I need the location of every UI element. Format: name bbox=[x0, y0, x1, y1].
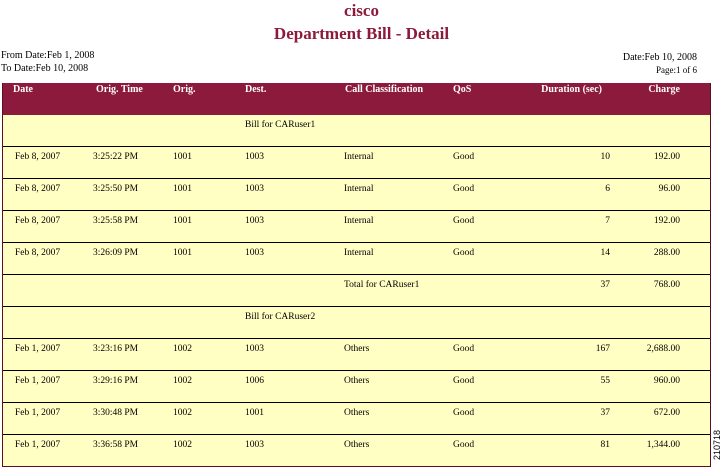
cell-orig-time: 3:23:16 PM bbox=[93, 344, 139, 354]
table-row bbox=[3, 402, 710, 434]
cell-orig: 1002 bbox=[173, 408, 192, 418]
cell-orig-time: 3:25:50 PM bbox=[93, 184, 139, 194]
cell-date: Feb 1, 2007 bbox=[15, 344, 61, 354]
from-date: From Date:Feb 1, 2008 bbox=[1, 50, 95, 61]
cell-duration: 7 bbox=[605, 216, 610, 226]
cell-qos: Good bbox=[453, 216, 475, 226]
table-row bbox=[3, 338, 710, 370]
cell-orig: 1002 bbox=[173, 440, 192, 450]
group-total-row bbox=[3, 274, 710, 306]
col-orig: Orig. bbox=[173, 84, 196, 95]
cell-duration: 10 bbox=[600, 152, 610, 162]
group-label: Bill for CARuser2 bbox=[245, 312, 316, 322]
cell-orig-time: 3:26:09 PM bbox=[93, 248, 139, 258]
cell-duration: 14 bbox=[600, 248, 610, 258]
cell-call-classification: Others bbox=[344, 376, 370, 386]
cell-qos: Good bbox=[453, 440, 475, 450]
cell-date: Feb 1, 2007 bbox=[15, 376, 61, 386]
cell-duration: 167 bbox=[595, 344, 610, 354]
col-qos: QoS bbox=[453, 84, 472, 95]
cell-orig-time: 3:25:22 PM bbox=[93, 152, 139, 162]
cell-dest: 1003 bbox=[245, 344, 264, 354]
cell-dest: 1003 bbox=[245, 152, 264, 162]
cell-charge: 288.00 bbox=[653, 248, 680, 258]
cell-call-classification: Others bbox=[344, 408, 370, 418]
cell-date: Feb 8, 2007 bbox=[15, 152, 61, 162]
cell-charge: 960.00 bbox=[653, 376, 680, 386]
total-charge: 768.00 bbox=[653, 280, 680, 290]
cell-call-classification: Internal bbox=[344, 152, 374, 162]
cell-dest: 1003 bbox=[245, 216, 264, 226]
col-duration: Duration (sec) bbox=[541, 84, 602, 95]
cell-charge: 1,344.00 bbox=[646, 440, 680, 450]
cell-charge: 672.00 bbox=[653, 408, 680, 418]
cell-duration: 6 bbox=[605, 184, 610, 194]
figure-id: 210718 bbox=[712, 430, 722, 461]
col-date: Date bbox=[13, 84, 33, 95]
cell-qos: Good bbox=[453, 376, 475, 386]
report-date: Date:Feb 10, 2008 bbox=[622, 52, 697, 63]
col-orig-time: Orig. Time bbox=[96, 84, 143, 95]
group-label: Bill for CARuser1 bbox=[245, 120, 316, 130]
report-title: Department Bill - Detail bbox=[273, 24, 450, 43]
cell-date: Feb 8, 2007 bbox=[15, 184, 61, 194]
table-row bbox=[3, 434, 710, 466]
cell-orig: 1001 bbox=[173, 248, 192, 258]
total-label: Total for CARuser1 bbox=[344, 280, 420, 290]
cell-orig-time: 3:25:58 PM bbox=[93, 216, 139, 226]
cell-date: Feb 8, 2007 bbox=[15, 216, 61, 226]
to-date: To Date:Feb 10, 2008 bbox=[1, 63, 89, 74]
cell-qos: Good bbox=[453, 184, 475, 194]
col-call-classification: Call Classification bbox=[345, 84, 424, 95]
cell-dest: 1003 bbox=[245, 248, 264, 258]
cell-charge: 192.00 bbox=[653, 216, 680, 226]
table-row bbox=[3, 146, 710, 178]
cell-dest: 1003 bbox=[245, 440, 264, 450]
cell-orig-time: 3:36:58 PM bbox=[93, 440, 139, 450]
cell-call-classification: Internal bbox=[344, 184, 374, 194]
total-duration: 37 bbox=[600, 280, 610, 290]
cell-orig-time: 3:30:48 PM bbox=[93, 408, 139, 418]
cell-qos: Good bbox=[453, 152, 475, 162]
table-row bbox=[3, 370, 710, 402]
cell-charge: 96.00 bbox=[658, 184, 680, 194]
cell-charge: 2,688.00 bbox=[646, 344, 680, 354]
cell-qos: Good bbox=[453, 248, 475, 258]
cell-orig: 1002 bbox=[173, 344, 192, 354]
cell-date: Feb 1, 2007 bbox=[15, 408, 61, 418]
group-header-row bbox=[3, 306, 710, 338]
table-row bbox=[3, 210, 710, 242]
cell-date: Feb 1, 2007 bbox=[15, 440, 61, 450]
group-header-row bbox=[3, 115, 710, 146]
cell-charge: 192.00 bbox=[653, 152, 680, 162]
cell-qos: Good bbox=[453, 344, 475, 354]
cell-date: Feb 8, 2007 bbox=[15, 248, 61, 258]
table-row bbox=[3, 242, 710, 274]
table-row bbox=[3, 178, 710, 210]
cell-call-classification: Others bbox=[344, 440, 370, 450]
cell-orig: 1002 bbox=[173, 376, 192, 386]
cell-duration: 37 bbox=[600, 408, 610, 418]
col-dest: Dest. bbox=[245, 84, 267, 95]
table-header bbox=[3, 83, 710, 115]
cell-orig-time: 3:29:16 PM bbox=[93, 376, 139, 386]
cell-duration: 81 bbox=[600, 440, 610, 450]
bill-table bbox=[2, 83, 711, 467]
cell-duration: 55 bbox=[600, 376, 610, 386]
cell-orig: 1001 bbox=[173, 216, 192, 226]
cell-dest: 1003 bbox=[245, 184, 264, 194]
cell-orig: 1001 bbox=[173, 184, 192, 194]
cell-call-classification: Internal bbox=[344, 248, 374, 258]
cell-call-classification: Internal bbox=[344, 216, 374, 226]
table-body bbox=[3, 115, 710, 466]
page-indicator: Page:1 of 6 bbox=[656, 65, 697, 75]
cell-orig: 1001 bbox=[173, 152, 192, 162]
col-charge: Charge bbox=[648, 84, 680, 95]
cell-qos: Good bbox=[453, 408, 475, 418]
cell-dest: 1001 bbox=[245, 408, 264, 418]
brand-logo-text: cisco bbox=[344, 1, 379, 20]
cell-call-classification: Others bbox=[344, 344, 370, 354]
cell-dest: 1006 bbox=[245, 376, 264, 386]
